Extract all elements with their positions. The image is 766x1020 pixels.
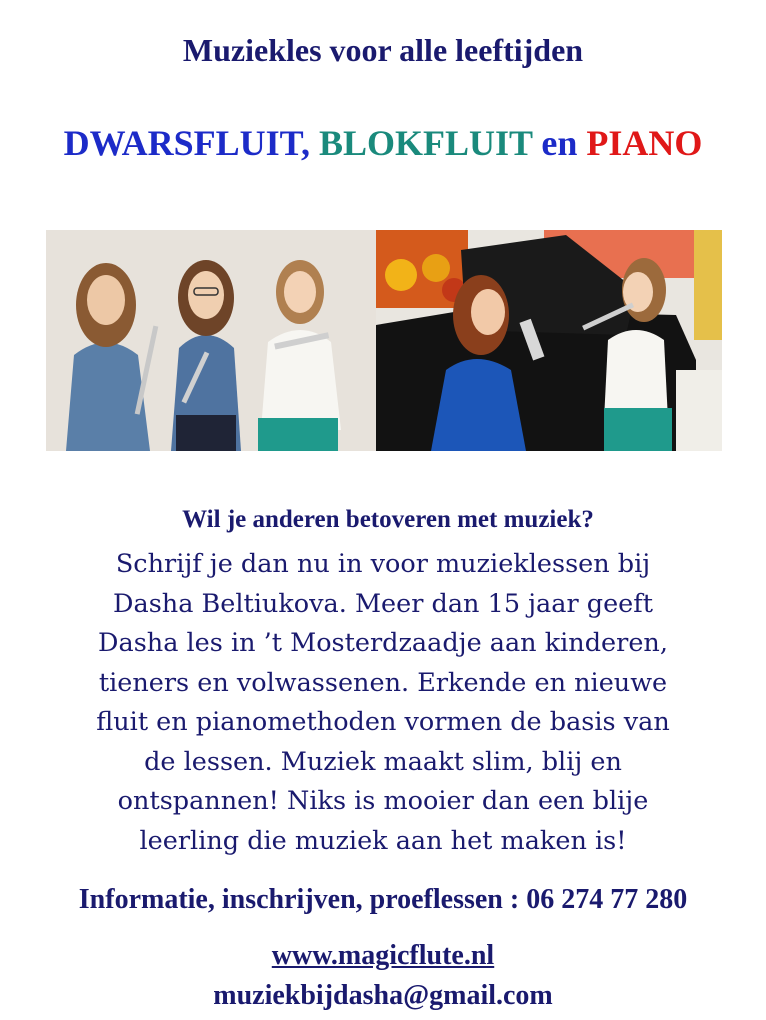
instrument-dwarsfluit: DWARSFLUIT, [63, 123, 310, 163]
instrument-conjunction: en [541, 123, 578, 163]
body-line: fluit en pianomethoden vormen de basis van [96, 707, 670, 737]
photo-strip [46, 230, 722, 451]
body-line: leerling die muziek aan het maken is! [139, 825, 627, 856]
tagline: Wil je anderen betoveren met muziek? [182, 506, 594, 533]
contact-info: Informatie, inschrijven, proeflessen : 06 274 77 280 [78, 884, 688, 915]
body-line: tieners en volwassenen. Erkende en nieuwe [98, 667, 668, 698]
instruments-heading [0, 122, 766, 164]
page-title: Muziekles voor alle leeftijden [182, 32, 584, 68]
email-address[interactable]: muziekbijdasha@gmail.com [213, 980, 553, 1011]
body-line: ontspannen! Niks is mooier dan een blije [117, 786, 649, 816]
body-line: Dasha Beltiukova. Meer dan 15 jaar geeft [113, 588, 653, 619]
photo-students [46, 230, 376, 451]
website-link[interactable]: www.magicflute.nl [271, 940, 495, 971]
body-line: Schrijf je dan nu in voor muzieklessen bij [115, 549, 651, 579]
photo-lesson [376, 230, 722, 451]
body-text [40, 545, 726, 861]
instrument-blokfluit: BLOKFLUIT [318, 123, 533, 163]
body-line: Dasha les in ’t Mosterdzaadje aan kinderen, [98, 628, 668, 658]
instrument-piano: PIANO [586, 123, 703, 163]
body-line: de lessen. Muziek maakt slim, blij en [144, 746, 622, 777]
